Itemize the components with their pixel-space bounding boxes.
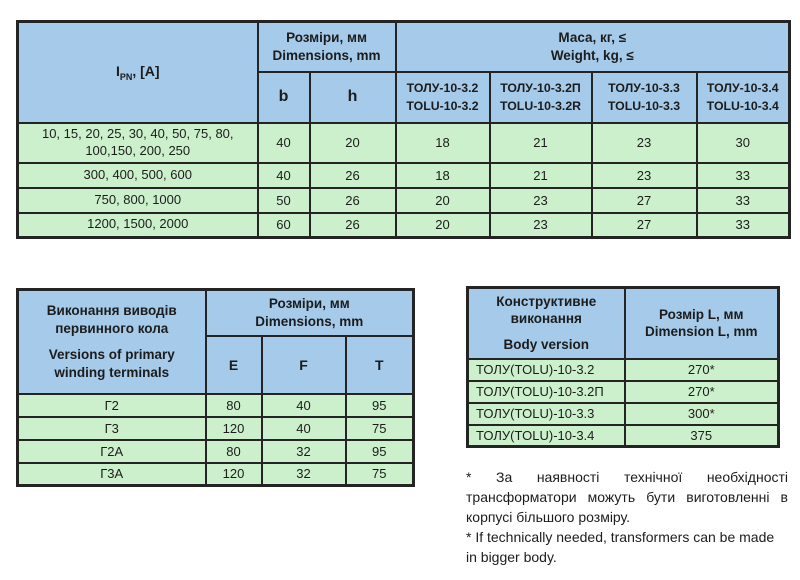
model-header (592, 72, 697, 123)
table-row (18, 188, 790, 213)
weight-cell: 30 (697, 123, 790, 163)
col-e-header: E (206, 336, 262, 394)
value-cell-h: 26 (310, 213, 396, 238)
value-cell-f: 32 (262, 463, 346, 486)
model-name-en: TOLU-10-3.3 (607, 99, 681, 113)
model-name-en: TOLU-10-3.2 (406, 99, 479, 113)
body-version-cell: ТОЛУ(TOLU)-10-3.3 (468, 403, 625, 425)
model-name-uk: ТОЛУ-10-3.4 (706, 80, 779, 95)
body-version-cell: ТОЛУ(TOLU)-10-3.2П (468, 381, 625, 403)
weight-cell: 23 (490, 188, 592, 213)
mass-header-en: Weight, kg, ≤ (550, 47, 634, 63)
weight-cell: 21 (490, 163, 592, 188)
weight-cell: 18 (396, 163, 490, 188)
dimension-l-header-uk: Розмір L, мм (658, 306, 744, 322)
weight-cell: 23 (592, 123, 697, 163)
table-row (18, 463, 414, 486)
table-row (18, 163, 790, 188)
value-cell-b: 60 (258, 213, 310, 238)
terminal-version-cell: Г2 (18, 394, 206, 417)
current-symbol: I (115, 62, 120, 79)
dimension-l-cell: 375 (625, 425, 779, 447)
main-spec-table (16, 20, 791, 239)
value-cell-f: 32 (262, 440, 346, 463)
value-cell-t: 75 (346, 463, 414, 486)
dimension-l-header-en: Dimension L, mm (644, 324, 758, 340)
model-name-uk: ТОЛУ-10-3.2П (500, 80, 581, 95)
col-b-header: b (258, 72, 310, 123)
value-cell-t: 75 (346, 417, 414, 440)
dimensions-header-uk: Розміри, мм (286, 29, 367, 45)
body-version-header-en: Body version (503, 337, 590, 353)
body-version-header-uk: Конструктивне виконання (496, 293, 597, 327)
value-cell-b: 40 (258, 163, 310, 188)
table-row (18, 123, 790, 163)
body-version-header (468, 288, 625, 359)
terminals-header-en: Versions of primary winding terminals (48, 347, 175, 380)
weight-cell: 33 (697, 188, 790, 213)
model-header (697, 72, 790, 123)
value-cell-t: 95 (346, 440, 414, 463)
value-cell-t: 95 (346, 394, 414, 417)
table-row (18, 417, 414, 440)
dimensions-header-en: Dimensions, mm (255, 313, 364, 329)
dimension-l-cell: 300* (625, 403, 779, 425)
value-cell-e: 120 (206, 417, 262, 440)
weight-cell: 21 (490, 123, 592, 163)
value-cell-b: 40 (258, 123, 310, 163)
dimensions-header (258, 22, 396, 72)
current-range-cell: 10, 15, 20, 25, 30, 40, 50, 75, 80, 100,150, 200, 250 (18, 123, 258, 163)
weight-cell: 33 (697, 213, 790, 238)
value-cell-h: 20 (310, 123, 396, 163)
current-subscript: PN (119, 71, 133, 82)
current-range-cell: 1200, 1500, 2000 (18, 213, 258, 238)
weight-cell: 27 (592, 188, 697, 213)
value-cell-e: 80 (206, 440, 262, 463)
current-range-cell: 750, 800, 1000 (18, 188, 258, 213)
terminal-version-cell: Г3А (18, 463, 206, 486)
weight-cell: 33 (697, 163, 790, 188)
footnote-uk: * За наявності технічної необхідності трансформатори можуть бути виготовленні в корпусі більшого розміру. (466, 469, 788, 525)
terminals-header-uk: Виконання виводів первинного кола (46, 303, 177, 336)
col-t-header: T (346, 336, 414, 394)
mass-header-uk: Маса, кг, ≤ (558, 29, 627, 45)
table-row (468, 359, 779, 381)
dimension-l-cell: 270* (625, 359, 779, 381)
model-header (490, 72, 592, 123)
col-h-header: h (310, 72, 396, 123)
mass-header (396, 22, 790, 72)
model-name-en: TOLU-10-3.4 (706, 99, 779, 113)
model-name-en: TOLU-10-3.2R (499, 99, 582, 113)
weight-cell: 23 (592, 163, 697, 188)
value-cell-h: 26 (310, 163, 396, 188)
value-cell-e: 120 (206, 463, 262, 486)
model-header (396, 72, 490, 123)
weight-cell: 27 (592, 213, 697, 238)
terminal-version-cell: Г3 (18, 417, 206, 440)
table-row (18, 394, 414, 417)
terminals-header (18, 290, 206, 394)
dimensions-header-en: Dimensions, mm (272, 47, 381, 63)
dimension-l-cell: 270* (625, 381, 779, 403)
model-name-uk: ТОЛУ-10-3.2 (406, 80, 479, 95)
table-row (18, 440, 414, 463)
body-version-cell: ТОЛУ(TOLU)-10-3.2 (468, 359, 625, 381)
terminals-table (16, 288, 415, 487)
body-version-cell: ТОЛУ(TOLU)-10-3.4 (468, 425, 625, 447)
weight-cell: 18 (396, 123, 490, 163)
table-row (468, 403, 779, 425)
model-name-uk: ТОЛУ-10-3.3 (608, 80, 680, 95)
dimensions-header (206, 290, 414, 336)
weight-cell: 20 (396, 188, 490, 213)
dimension-l-header (625, 288, 779, 359)
table-row (468, 425, 779, 447)
table-row (468, 381, 779, 403)
current-unit: , [A] (132, 62, 160, 79)
value-cell-h: 26 (310, 188, 396, 213)
value-cell-b: 50 (258, 188, 310, 213)
weight-cell: 20 (396, 213, 490, 238)
current-rating-header (18, 22, 258, 123)
weight-cell: 23 (490, 213, 592, 238)
body-version-table (466, 286, 780, 448)
value-cell-e: 80 (206, 394, 262, 417)
terminal-version-cell: Г2А (18, 440, 206, 463)
footnote (466, 468, 788, 567)
current-range-cell: 300, 400, 500, 600 (18, 163, 258, 188)
dimensions-header-uk: Розміри, мм (268, 295, 350, 311)
value-cell-f: 40 (262, 394, 346, 417)
col-f-header: F (262, 336, 346, 394)
footnote-en: * If technically needed, transformers can be made in bigger body. (466, 528, 775, 565)
value-cell-f: 40 (262, 417, 346, 440)
table-row (18, 213, 790, 238)
